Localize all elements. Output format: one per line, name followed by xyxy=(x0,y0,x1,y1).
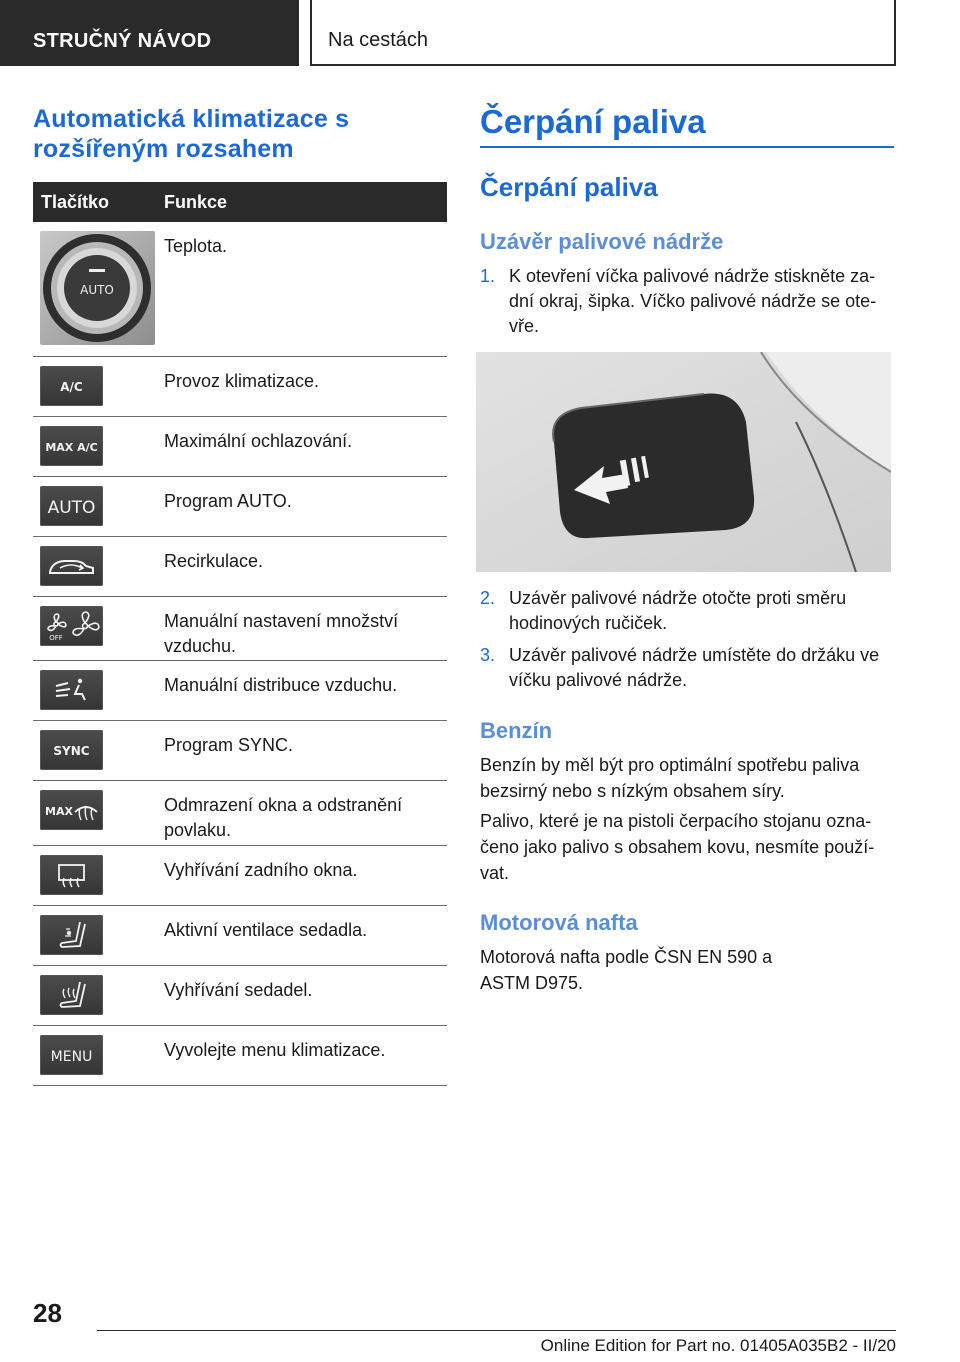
chapter-title: Na cestách xyxy=(328,29,429,51)
table-header-function: Funkce xyxy=(164,192,228,212)
fan-speed-icon xyxy=(40,606,103,646)
svg-text:MAX A/C: MAX A/C xyxy=(45,441,98,454)
step-number: 2. xyxy=(480,588,496,608)
section-tab xyxy=(0,0,299,66)
svg-text:OFF: OFF xyxy=(49,634,63,642)
function-text: Manuální distribuce vzduchu. xyxy=(164,675,398,695)
footer-rule xyxy=(97,1330,896,1331)
max-defrost-icon xyxy=(40,790,103,830)
table-row xyxy=(33,357,447,417)
function-text: Manuální nastavení množství vzduchu. xyxy=(164,611,399,656)
svg-text:A/C: A/C xyxy=(60,380,83,394)
step-item xyxy=(480,586,896,636)
step-item xyxy=(480,264,896,339)
fuel-chapter-title: Čerpání paliva xyxy=(480,103,706,140)
svg-text:SYNC: SYNC xyxy=(53,744,90,758)
table-row xyxy=(33,846,447,906)
auto-temperature-knob-icon xyxy=(40,231,155,345)
table-row xyxy=(33,477,447,537)
svg-text:MAX: MAX xyxy=(45,805,73,818)
table-row xyxy=(33,597,447,661)
title-underline xyxy=(480,146,894,148)
table-row xyxy=(33,906,447,966)
table-header xyxy=(33,182,447,222)
function-text: Maximální ochlazování. xyxy=(164,431,353,451)
climate-section-title: Automatická klimatizace s rozšířeným rozsahem xyxy=(33,105,350,163)
table-row xyxy=(33,222,447,357)
svg-text:AUTO: AUTO xyxy=(80,283,114,297)
seat-ventilation-icon xyxy=(40,915,103,955)
svg-text:AUTO: AUTO xyxy=(47,498,96,518)
table-row xyxy=(33,537,447,597)
table-header-button: Tlačítko xyxy=(41,192,110,212)
table-row xyxy=(33,721,447,781)
step-number: 1. xyxy=(480,266,496,286)
petrol-heading: Benzín xyxy=(480,718,553,743)
step-item xyxy=(480,643,896,693)
svg-text:MENU: MENU xyxy=(50,1049,93,1065)
edition-note: Online Edition for Part no. 01405A035B2 - II/20 xyxy=(540,1336,896,1355)
step-text: Uzávěr palivové nádrže umístěte do držáku ve víčku palivové nádrže. xyxy=(509,645,880,690)
step-text: Uzávěr palivové nádrže otočte proti směru hodinových ručiček. xyxy=(509,588,847,633)
page-number: 28 xyxy=(33,1298,62,1328)
diesel-paragraph: Motorová nafta podle ČSN EN 590 a ASTM D975. xyxy=(480,947,773,993)
function-text: Odmrazení okna a odstranění povlaku. xyxy=(164,795,403,840)
fuel-flap-photo xyxy=(476,352,891,572)
function-text: Provoz klimatizace. xyxy=(164,371,320,391)
section-title: STRUČNÝ NÁVOD xyxy=(33,30,212,52)
climate-buttons-table xyxy=(33,182,447,1086)
seat-heating-icon xyxy=(40,975,103,1015)
fuel-cap-heading: Uzávěr palivové nádrže xyxy=(480,229,724,254)
function-text: Program AUTO. xyxy=(164,491,292,511)
recirculation-icon xyxy=(40,546,103,586)
fuel-section-title: Čerpání paliva xyxy=(480,172,658,202)
step-number: 3. xyxy=(480,645,496,665)
sync-button-icon xyxy=(40,730,103,770)
function-text: Teplota. xyxy=(164,236,228,256)
function-text: Program SYNC. xyxy=(164,735,294,755)
function-text: Aktivní ventilace sedadla. xyxy=(164,920,368,940)
table-row xyxy=(33,966,447,1026)
petrol-paragraph: Benzín by měl být pro optimální spotřebu paliva bezsirný nebo s nízkým obsahem síry. xyxy=(480,755,860,801)
max-ac-button-icon xyxy=(40,426,103,466)
table-row xyxy=(33,1026,447,1086)
diesel-heading: Motorová nafta xyxy=(480,910,638,935)
auto-button-icon xyxy=(40,486,103,526)
step-text: K otevření víčka palivové nádrže stiskněte za-dní okraj, šipka. Víčko palivové nádrže se ote-vře. xyxy=(509,266,877,336)
function-text: Vyvolejte menu klimatizace. xyxy=(164,1040,386,1060)
petrol-paragraph: Palivo, které je na pistoli čerpacího stojanu ozna-čeno jako palivo s obsahem kovu, nesmíte použí-vat. xyxy=(480,811,875,883)
air-distribution-icon xyxy=(40,670,103,710)
chapter-tab xyxy=(310,0,896,66)
table-row xyxy=(33,781,447,846)
menu-button-icon xyxy=(40,1035,103,1075)
ac-button-icon xyxy=(40,366,103,406)
table-row xyxy=(33,661,447,721)
function-text: Recirkulace. xyxy=(164,551,264,571)
function-text: Vyhřívání zadního okna. xyxy=(164,860,358,880)
table-row xyxy=(33,417,447,477)
rear-window-heating-icon xyxy=(40,855,103,895)
function-text: Vyhřívání sedadel. xyxy=(164,980,313,1000)
